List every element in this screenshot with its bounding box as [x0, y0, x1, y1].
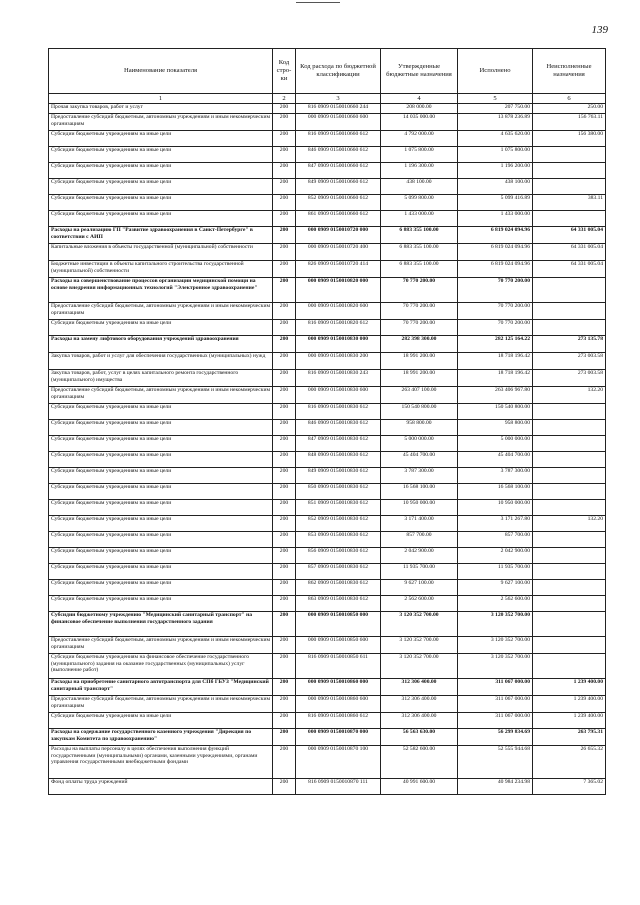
row-classification-cell: 000 0909 0150010870 100 [296, 746, 381, 779]
row-executed-cell: 11 935 700.00 [458, 564, 533, 580]
row-name-cell: Субсидии бюджетным учреждениям на иные цели [49, 131, 273, 147]
top-rule [296, 2, 340, 3]
row-name-cell: Закупка товаров, работ, услуг в целях капитального ремонта государственного (муниципального) имущества [49, 370, 273, 387]
row-approved-cell: 10 950 000.00 [381, 500, 458, 516]
table-row [49, 468, 606, 484]
row-code-cell: 200 [273, 580, 296, 596]
row-approved-cell: 6 883 355 100.00 [381, 244, 458, 261]
row-unexecuted-cell: 383.11 [533, 195, 606, 211]
row-unexecuted-cell [533, 484, 606, 500]
row-executed-cell: 6 819 024 094.96 [458, 227, 533, 244]
row-unexecuted-cell: 132.20 [533, 516, 606, 532]
row-name-cell: Субсидии бюджетным учреждениям на иные цели [49, 516, 273, 532]
row-name-cell: Субсидии бюджетным учреждениям на иные цели [49, 163, 273, 179]
row-name-cell: Закупка товаров, работ и услуг для обеспечения государственных (муниципальных) нужд [49, 353, 273, 370]
table-row [49, 564, 606, 580]
row-approved-cell: 16 568 100.00 [381, 484, 458, 500]
page-number: 139 [591, 24, 608, 36]
row-classification-cell: 850 0909 0150010830 612 [296, 484, 381, 500]
row-code-cell: 200 [273, 637, 296, 654]
row-classification-cell: 000 0909 0150010830 200 [296, 353, 381, 370]
row-name-cell: Бюджетные инвестиции в объекты капитального строительства государственной (муниципальной) собственности [49, 261, 273, 278]
column-index: 1 [49, 94, 273, 104]
row-classification-cell: 000 0909 0150010830 600 [296, 387, 381, 404]
row-classification-cell: 000 0909 0150010720 000 [296, 227, 381, 244]
row-approved-cell: 1 075 800.00 [381, 147, 458, 163]
row-executed-cell: 6 819 024 094.96 [458, 261, 533, 278]
row-code-cell: 200 [273, 404, 296, 420]
row-unexecuted-cell [533, 436, 606, 452]
row-classification-cell: 000 0909 0150010830 000 [296, 336, 381, 353]
table-row [49, 596, 606, 612]
table-row [49, 713, 606, 729]
table-row [49, 532, 606, 548]
row-classification-cell: 846 0909 0150010830 612 [296, 420, 381, 436]
row-name-cell: Субсидии бюджетным учреждениям на иные цели [49, 564, 273, 580]
row-classification-cell: 853 0909 0150010830 612 [296, 532, 381, 548]
row-approved-cell: 1 196 300.00 [381, 163, 458, 179]
row-approved-cell: 45 404 700.00 [381, 452, 458, 468]
row-name-cell: Расходы на замену лифтового оборудования учреждений здравоохранения [49, 336, 273, 353]
row-executed-cell: 10 950 000.00 [458, 500, 533, 516]
row-executed-cell: 311 067 000.00 [458, 713, 533, 729]
row-name-cell: Субсидии бюджетным учреждениям на иные цели [49, 147, 273, 163]
row-executed-cell: 6 819 024 094.96 [458, 244, 533, 261]
row-unexecuted-cell: 156 380.00 [533, 131, 606, 147]
table-row [49, 244, 606, 261]
column-index: 3 [296, 94, 381, 104]
row-approved-cell: 150 540 800.00 [381, 404, 458, 420]
row-classification-cell: 852 0909 0150010830 612 [296, 516, 381, 532]
column-index: 6 [533, 94, 606, 104]
row-executed-cell: 18 718 196.42 [458, 353, 533, 370]
row-code-cell: 200 [273, 227, 296, 244]
row-executed-cell: 311 067 000.00 [458, 679, 533, 696]
column-header-unexecuted: Неисполненные назначения [533, 49, 606, 94]
column-index: 2 [273, 94, 296, 104]
row-code-cell: 200 [273, 516, 296, 532]
row-code-cell: 200 [273, 244, 296, 261]
row-unexecuted-cell [533, 163, 606, 179]
row-unexecuted-cell [533, 211, 606, 227]
row-unexecuted-cell: 156 763.11 [533, 114, 606, 131]
table-row [49, 420, 606, 436]
row-approved-cell: 9 627 100.00 [381, 580, 458, 596]
row-approved-cell: 6 883 355 100.00 [381, 261, 458, 278]
row-classification-cell: 826 0909 0150010720 414 [296, 261, 381, 278]
row-unexecuted-cell: 1 239 400.00 [533, 713, 606, 729]
row-classification-cell: 000 0909 0150010860 600 [296, 696, 381, 713]
table-row [49, 500, 606, 516]
row-executed-cell: 70 770 200.00 [458, 303, 533, 320]
row-executed-cell: 3 120 352 700.00 [458, 612, 533, 637]
table-row [49, 370, 606, 387]
table-body [49, 94, 606, 795]
row-approved-cell: 1 433 000.00 [381, 211, 458, 227]
row-code-cell: 200 [273, 179, 296, 195]
row-classification-cell: 000 0909 0150010820 000 [296, 278, 381, 303]
row-approved-cell: 3 120 352 700.00 [381, 637, 458, 654]
table-row [49, 278, 606, 303]
row-executed-cell: 13 878 236.89 [458, 114, 533, 131]
row-unexecuted-cell [533, 548, 606, 564]
row-unexecuted-cell: 64 331 005.04 [533, 227, 606, 244]
table-row [49, 679, 606, 696]
row-name-cell: Субсидии бюджетным учреждениям на финансовое обеспечение государственного (муниципального) задания на оказание государственных (муниципальных) услуг (выполнение работ) [49, 654, 273, 679]
row-code-cell: 200 [273, 532, 296, 548]
row-unexecuted-cell [533, 532, 606, 548]
row-approved-cell: 312 306 400.00 [381, 713, 458, 729]
table-row [49, 227, 606, 244]
row-executed-cell: 263 406 967.80 [458, 387, 533, 404]
row-executed-cell: 45 404 700.00 [458, 452, 533, 468]
row-approved-cell: 312 306 400.00 [381, 679, 458, 696]
table-row [49, 179, 606, 195]
row-unexecuted-cell [533, 278, 606, 303]
column-header-name: Наименование показателя [49, 49, 273, 94]
row-name-cell: Предоставление субсидий бюджетным, автономным учреждениям и иным некоммерческим организациям [49, 303, 273, 320]
row-unexecuted-cell [533, 654, 606, 679]
column-header-approved: Утвержденные бюджетные назначения [381, 49, 458, 94]
row-classification-cell: 848 0909 0150010830 612 [296, 452, 381, 468]
row-executed-cell: 3 171 267.80 [458, 516, 533, 532]
table-row [49, 195, 606, 211]
table-row [49, 637, 606, 654]
row-unexecuted-cell [533, 637, 606, 654]
row-approved-cell: 438 100.00 [381, 179, 458, 195]
table-row [49, 779, 606, 795]
row-unexecuted-cell [533, 596, 606, 612]
row-name-cell: Прочая закупка товаров, работ и услуг [49, 104, 273, 114]
table-row [49, 114, 606, 131]
row-approved-cell: 5 099 800.00 [381, 195, 458, 211]
row-code-cell: 200 [273, 195, 296, 211]
row-classification-cell: 849 0909 0150010830 612 [296, 468, 381, 484]
row-unexecuted-cell [533, 303, 606, 320]
row-code-cell: 200 [273, 713, 296, 729]
row-classification-cell: 847 0909 0150010660 612 [296, 163, 381, 179]
row-classification-cell: 000 0909 0150010660 600 [296, 114, 381, 131]
column-index: 5 [458, 94, 533, 104]
row-executed-cell: 857 700.00 [458, 532, 533, 548]
row-unexecuted-cell: 273 003.58 [533, 370, 606, 387]
row-executed-cell: 150 540 800.00 [458, 404, 533, 420]
row-name-cell: Субсидии бюджетным учреждениям на иные цели [49, 484, 273, 500]
row-classification-cell: 846 0909 0150010660 612 [296, 147, 381, 163]
row-code-cell: 200 [273, 436, 296, 452]
row-approved-cell: 5 000 000.00 [381, 436, 458, 452]
row-unexecuted-cell [533, 500, 606, 516]
row-approved-cell: 18 991 200.00 [381, 353, 458, 370]
row-name-cell: Субсидии бюджетным учреждениям на иные цели [49, 532, 273, 548]
row-name-cell: Субсидии бюджетным учреждениям на иные цели [49, 452, 273, 468]
row-executed-cell: 40 984 234.98 [458, 779, 533, 795]
row-unexecuted-cell: 273 135.78 [533, 336, 606, 353]
row-code-cell: 200 [273, 104, 296, 114]
row-approved-cell: 70 770 200.00 [381, 278, 458, 303]
row-approved-cell: 2 562 600.00 [381, 596, 458, 612]
table-row [49, 261, 606, 278]
row-unexecuted-cell [533, 404, 606, 420]
row-unexecuted-cell: 26 655.32 [533, 746, 606, 779]
row-approved-cell: 282 398 300.00 [381, 336, 458, 353]
row-classification-cell: 847 0909 0150010830 612 [296, 436, 381, 452]
row-approved-cell: 958 800.00 [381, 420, 458, 436]
table-row [49, 612, 606, 637]
row-executed-cell: 207 750.00 [458, 104, 533, 114]
row-classification-cell: 000 0909 0150010860 000 [296, 679, 381, 696]
row-executed-cell: 2 562 600.00 [458, 596, 533, 612]
row-classification-cell: 856 0909 0150010830 612 [296, 548, 381, 564]
row-classification-cell: 816 0909 0150010850 611 [296, 654, 381, 679]
row-executed-cell: 958 800.00 [458, 420, 533, 436]
row-name-cell: Субсидии бюджетным учреждениям на иные цели [49, 211, 273, 227]
row-executed-cell: 2 042 900.00 [458, 548, 533, 564]
row-code-cell: 200 [273, 147, 296, 163]
row-approved-cell: 4 792 000.00 [381, 131, 458, 147]
table-row [49, 353, 606, 370]
row-name-cell: Субсидии бюджетным учреждениям на иные цели [49, 596, 273, 612]
row-name-cell: Расходы на выплаты персоналу в целях обеспечения выполнения функций государственными (муниципальными) органами, казенными учреждениями, органами управления государственными внебюджетными фондами [49, 746, 273, 779]
table-row [49, 746, 606, 779]
row-code-cell: 200 [273, 370, 296, 387]
row-code-cell: 200 [273, 696, 296, 713]
row-code-cell: 200 [273, 596, 296, 612]
row-name-cell: Фонд оплаты труда учреждений [49, 779, 273, 795]
table-row [49, 404, 606, 420]
column-header-executed: Исполнено [458, 49, 533, 94]
column-header-classification: Код расхода по бюджетной классификации [296, 49, 381, 94]
row-code-cell: 200 [273, 564, 296, 580]
row-executed-cell: 1 075 800.00 [458, 147, 533, 163]
row-code-cell: 200 [273, 114, 296, 131]
row-classification-cell: 857 0909 0150010830 612 [296, 564, 381, 580]
row-unexecuted-cell: 7 365.02 [533, 779, 606, 795]
row-name-cell: Субсидии бюджетным учреждениям на иные цели [49, 420, 273, 436]
table-row [49, 452, 606, 468]
table-row [49, 211, 606, 227]
table-row [49, 303, 606, 320]
row-code-cell: 200 [273, 654, 296, 679]
row-executed-cell: 5 000 000.00 [458, 436, 533, 452]
row-approved-cell: 70 770 200.00 [381, 320, 458, 336]
row-unexecuted-cell [533, 452, 606, 468]
row-classification-cell: 000 0909 0150010870 000 [296, 729, 381, 746]
row-unexecuted-cell [533, 420, 606, 436]
row-approved-cell: 6 883 355 100.00 [381, 227, 458, 244]
row-approved-cell: 56 563 630.00 [381, 729, 458, 746]
row-approved-cell: 312 306 400.00 [381, 696, 458, 713]
table-row [49, 436, 606, 452]
row-name-cell: Субсидии бюджетным учреждениям на иные цели [49, 179, 273, 195]
table-row [49, 696, 606, 713]
row-executed-cell: 282 125 164.22 [458, 336, 533, 353]
row-code-cell: 200 [273, 468, 296, 484]
row-name-cell: Предоставление субсидий бюджетным, автономным учреждениям и иным некоммерческим организациям [49, 637, 273, 654]
column-index-row [49, 94, 606, 104]
table-row [49, 147, 606, 163]
row-code-cell: 200 [273, 746, 296, 779]
row-executed-cell: 18 718 196.42 [458, 370, 533, 387]
row-code-cell: 200 [273, 261, 296, 278]
row-executed-cell: 52 555 944.68 [458, 746, 533, 779]
row-classification-cell: 816 0909 0150010860 612 [296, 713, 381, 729]
table-row [49, 548, 606, 564]
row-classification-cell: 000 0909 0150010820 600 [296, 303, 381, 320]
row-unexecuted-cell: 64 331 005.04 [533, 261, 606, 278]
row-classification-cell: 851 0909 0150010830 612 [296, 500, 381, 516]
table-row [49, 580, 606, 596]
row-classification-cell: 852 0909 0150010660 612 [296, 195, 381, 211]
row-name-cell: Субсидии бюджетным учреждениям на иные цели [49, 713, 273, 729]
budget-execution-table [48, 48, 606, 795]
row-name-cell: Предоставление субсидий бюджетным, автономным учреждениям и иным некоммерческим организациям [49, 696, 273, 713]
row-approved-cell: 3 171 400.00 [381, 516, 458, 532]
row-approved-cell: 52 582 600.00 [381, 746, 458, 779]
row-unexecuted-cell: 1 239 400.00 [533, 679, 606, 696]
row-executed-cell: 1 196 200.00 [458, 163, 533, 179]
row-executed-cell: 16 568 100.00 [458, 484, 533, 500]
row-name-cell: Предоставление субсидий бюджетным, автономным учреждениям и иным некоммерческим организациям [49, 114, 273, 131]
row-executed-cell: 9 627 100.00 [458, 580, 533, 596]
table-row [49, 484, 606, 500]
row-approved-cell: 70 770 200.00 [381, 303, 458, 320]
row-name-cell: Субсидии бюджетным учреждениям на иные цели [49, 195, 273, 211]
row-code-cell: 200 [273, 779, 296, 795]
row-code-cell: 200 [273, 679, 296, 696]
row-unexecuted-cell [533, 580, 606, 596]
row-approved-cell: 3 120 352 700.00 [381, 612, 458, 637]
row-code-cell: 200 [273, 452, 296, 468]
row-name-cell: Субсидии бюджетным учреждениям на иные цели [49, 580, 273, 596]
row-classification-cell: 816 0909 0150010830 612 [296, 404, 381, 420]
row-unexecuted-cell [533, 147, 606, 163]
row-approved-cell: 3 120 352 700.00 [381, 654, 458, 679]
row-name-cell: Субсидии бюджетным учреждениям на иные цели [49, 436, 273, 452]
row-name-cell: Субсидии бюджетным учреждениям на иные цели [49, 320, 273, 336]
row-name-cell: Расходы на совершенствование процессов организации медицинской помощи на основе внедрения информационных технологий "Электронное здравоохранение" [49, 278, 273, 303]
row-unexecuted-cell: 1 239 400.00 [533, 696, 606, 713]
row-name-cell: Капитальные вложения в объекты государственной (муниципальной) собственности [49, 244, 273, 261]
row-name-cell: Предоставление субсидий бюджетным, автономным учреждениям и иным некоммерческим организациям [49, 387, 273, 404]
row-classification-cell: 816 0909 0150010820 612 [296, 320, 381, 336]
row-classification-cell: 861 0909 0150010660 612 [296, 211, 381, 227]
row-unexecuted-cell: 132.20 [533, 387, 606, 404]
row-name-cell: Расходы на содержание государственного казенного учреждения "Дирекция по закупкам Комитета по здравоохранению" [49, 729, 273, 746]
row-name-cell: Субсидии бюджетным учреждениям на иные цели [49, 548, 273, 564]
row-executed-cell: 311 067 000.00 [458, 696, 533, 713]
row-unexecuted-cell [533, 612, 606, 637]
row-executed-cell: 4 635 620.00 [458, 131, 533, 147]
row-approved-cell: 40 991 600.00 [381, 779, 458, 795]
row-classification-cell: 000 0909 0150010720 400 [296, 244, 381, 261]
table-row [49, 131, 606, 147]
table-row [49, 516, 606, 532]
column-header-code: Код стро-ки [273, 49, 296, 94]
row-unexecuted-cell: 273 003.58 [533, 353, 606, 370]
row-code-cell: 200 [273, 211, 296, 227]
row-code-cell: 200 [273, 387, 296, 404]
row-unexecuted-cell [533, 564, 606, 580]
row-executed-cell: 70 770 200.00 [458, 320, 533, 336]
row-classification-cell: 816 0909 0150010660 244 [296, 104, 381, 114]
row-approved-cell: 857 700.00 [381, 532, 458, 548]
table-row [49, 729, 606, 746]
row-code-cell: 200 [273, 420, 296, 436]
row-executed-cell: 3 787 300.00 [458, 468, 533, 484]
row-classification-cell: 849 0909 0150010660 612 [296, 179, 381, 195]
row-name-cell: Субсидии бюджетному учреждению "Медицинский санитарный транспорт" на финансовое обеспечение выполнения государственного задания [49, 612, 273, 637]
row-classification-cell: 862 0909 0150010830 612 [296, 580, 381, 596]
table-row [49, 654, 606, 679]
row-code-cell: 200 [273, 500, 296, 516]
row-approved-cell: 11 935 700.00 [381, 564, 458, 580]
row-code-cell: 200 [273, 729, 296, 746]
row-code-cell: 200 [273, 353, 296, 370]
row-approved-cell: 2 042 900.00 [381, 548, 458, 564]
table-header-row [49, 49, 606, 94]
row-executed-cell: 1 433 000.00 [458, 211, 533, 227]
row-executed-cell: 3 120 352 700.00 [458, 654, 533, 679]
column-index: 4 [381, 94, 458, 104]
row-name-cell: Субсидии бюджетным учреждениям на иные цели [49, 500, 273, 516]
row-code-cell: 200 [273, 278, 296, 303]
table-row [49, 387, 606, 404]
row-code-cell: 200 [273, 303, 296, 320]
row-classification-cell: 816 0909 0150010870 111 [296, 779, 381, 795]
row-classification-cell: 000 0909 0150010850 000 [296, 612, 381, 637]
row-unexecuted-cell [533, 179, 606, 195]
row-executed-cell: 70 770 200.00 [458, 278, 533, 303]
row-executed-cell: 56 299 834.69 [458, 729, 533, 746]
row-code-cell: 200 [273, 131, 296, 147]
row-executed-cell: 438 100.00 [458, 179, 533, 195]
row-code-cell: 200 [273, 548, 296, 564]
row-classification-cell: 863 0909 0150010830 612 [296, 596, 381, 612]
row-approved-cell: 14 035 000.00 [381, 114, 458, 131]
row-unexecuted-cell [533, 320, 606, 336]
row-classification-cell: 816 0909 0150010830 243 [296, 370, 381, 387]
row-name-cell: Субсидии бюджетным учреждениям на иные цели [49, 404, 273, 420]
row-approved-cell: 208 000.00 [381, 104, 458, 114]
row-code-cell: 200 [273, 336, 296, 353]
row-code-cell: 200 [273, 612, 296, 637]
row-code-cell: 200 [273, 163, 296, 179]
row-approved-cell: 263 407 100.00 [381, 387, 458, 404]
row-unexecuted-cell: 250.00 [533, 104, 606, 114]
row-approved-cell: 18 991 200.00 [381, 370, 458, 387]
row-code-cell: 200 [273, 484, 296, 500]
table-row [49, 336, 606, 353]
row-unexecuted-cell [533, 468, 606, 484]
row-executed-cell: 5 099 416.89 [458, 195, 533, 211]
row-classification-cell: 816 0909 0150010660 612 [296, 131, 381, 147]
row-unexecuted-cell: 263 795.31 [533, 729, 606, 746]
row-name-cell: Расходы на реализацию ГП "Развитие здравоохранения в Санкт-Петербурге" в соответствии с АИП [49, 227, 273, 244]
table-row [49, 163, 606, 179]
row-classification-cell: 000 0909 0150010850 600 [296, 637, 381, 654]
row-code-cell: 200 [273, 320, 296, 336]
row-approved-cell: 3 787 300.00 [381, 468, 458, 484]
table-row [49, 320, 606, 336]
row-name-cell: Субсидии бюджетным учреждениям на иные цели [49, 468, 273, 484]
row-unexecuted-cell: 64 331 005.04 [533, 244, 606, 261]
row-executed-cell: 3 120 352 700.00 [458, 637, 533, 654]
row-name-cell: Расходы на приобретение санитарного автотранспорта для СПб ГБУЗ "Медицинский санитарный транспорт" [49, 679, 273, 696]
table-row [49, 104, 606, 114]
